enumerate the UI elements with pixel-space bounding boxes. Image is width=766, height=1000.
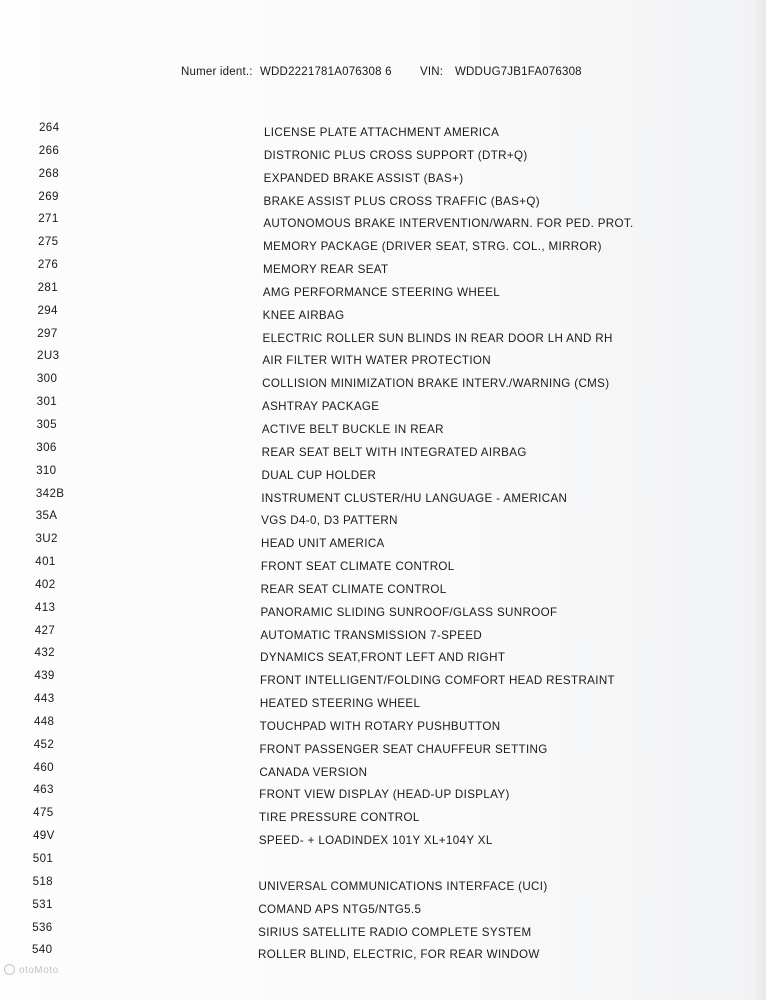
option-description: FRONT VIEW DISPLAY (HEAD-UP DISPLAY) [259,788,510,802]
option-description: HEAD UNIT AMERICA [261,537,385,551]
option-code: 300 [36,372,58,386]
option-row [0,873,766,896]
option-row [0,827,766,850]
option-row [0,644,766,667]
watermark-logo-icon [4,964,15,975]
option-description: ASHTRAY PACKAGE [262,400,380,414]
option-code: 536 [32,920,53,934]
option-code: 501 [32,852,54,865]
option-row [0,256,766,279]
option-row [0,142,766,165]
option-code-list [0,119,766,964]
option-code: 439 [34,669,55,683]
option-code: 452 [33,737,55,751]
vin-value: WDDUG7JB1FA076308 [455,66,582,78]
option-code: 427 [34,623,56,637]
option-code: 49V [32,829,55,843]
option-row [0,919,766,942]
option-description: DYNAMICS SEAT,FRONT LEFT AND RIGHT [260,651,506,665]
option-description: CANADA VERSION [259,765,368,779]
option-code: 460 [33,760,54,774]
option-row [0,622,766,645]
watermark [4,964,59,976]
option-description: DISTRONIC PLUS CROSS SUPPORT (DTR+Q) [263,148,528,162]
option-code: 264 [39,121,60,134]
option-code: 35A [35,509,58,523]
option-description: EXPANDED BRAKE ASSIST (BAS+) [263,171,464,185]
option-description: MEMORY REAR SEAT [263,263,389,277]
option-row [0,507,766,530]
option-row [0,188,766,211]
option-row [0,485,766,508]
option-row [0,462,766,485]
option-code: 297 [37,326,58,340]
option-code: 2U3 [37,349,60,363]
option-description: TOUCHPAD WITH ROTARY PUSHBUTTON [259,719,501,733]
option-code: 463 [33,783,54,797]
option-row [0,781,766,804]
option-description: KNEE AIRBAG [262,308,345,322]
option-description: SIRIUS SATELLITE RADIO COMPLETE SYSTEM [258,925,532,939]
option-row [0,553,766,576]
option-row [0,325,766,348]
option-row [0,690,766,713]
option-code: 342B [35,486,65,500]
option-row [0,370,766,393]
option-description: BRAKE ASSIST PLUS CROSS TRAFFIC (BAS+Q) [263,194,540,208]
option-row [0,850,766,873]
option-code: 275 [38,235,59,249]
option-description: SPEED- + LOADINDEX 101Y XL+104Y XL [258,834,493,848]
option-description: COMAND APS NTG5/NTG5.5 [258,902,422,916]
option-description: ELECTRIC ROLLER SUN BLINDS IN REAR DOOR LH AND RH [262,331,613,345]
option-row [0,941,766,964]
option-row [0,439,766,462]
option-code: 301 [36,395,58,409]
option-row [0,896,766,919]
option-description: FRONT INTELLIGENT/FOLDING COMFORT HEAD RESTRAINT [260,674,615,688]
option-code: 269 [38,189,59,203]
option-code: 268 [38,166,60,180]
option-code: 3U2 [35,532,58,546]
option-description: VGS D4-0, D3 PATTERN [261,514,398,528]
option-row [0,165,766,188]
option-row [0,530,766,553]
option-description: MEMORY PACKAGE (DRIVER SEAT, STRG. COL., MIRROR) [263,240,602,254]
option-code: 448 [33,714,55,728]
option-description: REAR SEAT BELT WITH INTEGRATED AIRBAG [261,445,527,459]
option-code: 306 [36,440,57,454]
option-row [0,119,766,142]
option-code: 402 [35,577,56,591]
option-row [0,667,766,690]
option-description: ACTIVE BELT BUCKLE IN REAR [261,422,444,436]
option-description: LICENSE PLATE ATTACHMENT AMERICA [264,126,500,139]
option-code: 310 [36,463,57,477]
option-row [0,210,766,233]
option-description: TIRE PRESSURE CONTROL [259,811,420,825]
option-row [0,713,766,736]
option-code: 305 [36,417,57,431]
option-code: 413 [34,600,56,614]
vin-label: VIN: [420,66,444,78]
option-description: REAR SEAT CLIMATE CONTROL [260,582,447,596]
ident-number-label: Numer ident.: [181,66,253,78]
option-row [0,576,766,599]
option-row [0,347,766,370]
option-description: FRONT PASSENGER SEAT CHAUFFEUR SETTING [259,742,548,756]
option-description: PANORAMIC SLIDING SUNROOF/GLASS SUNROOF [260,605,558,619]
ident-number-value: WDD2221781A076308 6 [260,66,392,78]
option-code: 518 [32,874,53,888]
option-row [0,599,766,622]
option-description: HEATED STEERING WHEEL [259,697,421,711]
option-code: 443 [34,692,55,706]
option-description: FRONT SEAT CLIMATE CONTROL [260,560,455,574]
option-code: 432 [34,646,55,660]
option-code: 294 [37,303,58,317]
option-code: 276 [37,258,59,272]
option-row [0,736,766,759]
option-code: 266 [38,143,60,157]
watermark-text: otoMoto [19,965,59,976]
option-code: 531 [32,897,53,911]
option-description: AMG PERFORMANCE STEERING WHEEL [262,285,501,299]
option-description: INSTRUMENT CLUSTER/HU LANGUAGE - AMERICAN [261,491,568,505]
option-row [0,804,766,827]
option-description: ROLLER BLIND, ELECTRIC, FOR REAR WINDOW [258,948,540,962]
option-row [0,233,766,256]
option-row [0,393,766,416]
option-row [0,279,766,302]
option-code: 540 [32,943,53,957]
option-description: DUAL CUP HOLDER [261,468,377,482]
option-code: 281 [37,280,59,294]
option-description: AUTONOMOUS BRAKE INTERVENTION/WARN. FOR PED. PROT. [263,217,634,231]
option-description: UNIVERSAL COMMUNICATIONS INTERFACE (UCI) [258,879,548,893]
option-code: 401 [35,555,56,569]
option-code: 271 [38,212,59,226]
option-row [0,302,766,325]
option-description: AIR FILTER WITH WATER PROTECTION [262,354,492,368]
option-row [0,416,766,439]
option-code: 475 [33,806,54,820]
option-description: AUTOMATIC TRANSMISSION 7-SPEED [260,628,483,642]
option-row [0,759,766,782]
option-description: COLLISION MINIMIZATION BRAKE INTERV./WARNING (CMS) [262,377,610,391]
